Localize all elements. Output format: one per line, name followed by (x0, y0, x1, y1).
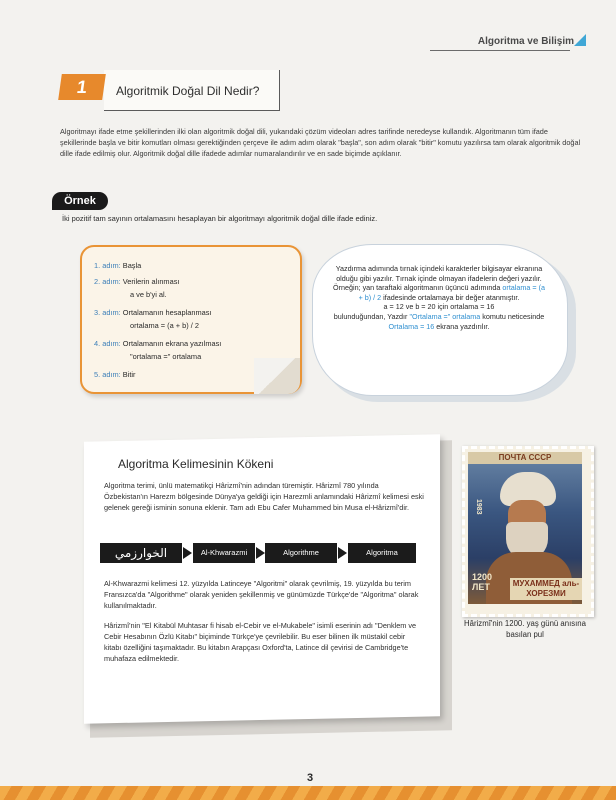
stamp-year: 1983 (475, 499, 482, 515)
step-5 (94, 370, 136, 379)
cloud-p4c: komutu neticesinde (480, 311, 545, 321)
step-3 (94, 308, 212, 330)
step-text: Ortalamanın ekrana yazılması (122, 339, 222, 348)
step-1 (94, 261, 141, 270)
cloud-p4e: ekrana yazdırılır. (434, 321, 490, 331)
step-text: Bitir (122, 370, 136, 379)
header-title: Algoritma ve Bilişim (477, 36, 574, 47)
example-label: Örnek (52, 192, 108, 210)
step-4 (94, 339, 221, 361)
cloud-p2c: ifadesinde ortalamaya bir değer atanmıştır. (381, 292, 520, 302)
triangle-icon (574, 34, 586, 46)
stamp-header: ПОЧТА СССР (468, 452, 582, 464)
stamp-name: МУХАММЕД аль-ХОРЕЗМИ (510, 578, 582, 600)
page-header (0, 24, 616, 54)
page-curl-decoration (254, 358, 300, 394)
cloud-p3: a = 12 ve b = 20 için ortalama = 16 (383, 302, 495, 312)
arrow-right-icon (256, 547, 265, 559)
footer-stripes (0, 786, 616, 800)
chain-algorithme: Algorithme (265, 543, 337, 563)
cloud-print-command: "Ortalama =" ortalama (409, 311, 481, 321)
intro-paragraph: Algoritmayı ifade etme şekillerinden ilki olan algoritmik doğal dili, yukarıdaki çözüm videoları adres tarifinde neredeyse kullandık. Algoritmanın tüm ifade şekillerinde başla ve bitir komutları olması gerektiğinden çerçeve ile adım adım olarak "başla", son adım olarak "bitir" komutu yazılırsa tam olarak algoritmik doğal dille ifade edilmiş olur. Algoritmik doğal dille ifadede adımlar numaralandırılır ve en sade biçimde açıklanır. (60, 127, 581, 158)
step-continuation: "ortalama =" ortalama (130, 352, 202, 361)
section-number-badge: 1 (58, 74, 106, 100)
cloud-p4a: bulunduğundan, Yazdır (333, 311, 410, 321)
cloud-formula: ortalama = (a + b) / 2 (358, 283, 545, 302)
step-continuation: ortalama = (a + b) / 2 (130, 321, 200, 330)
arrow-right-icon (183, 547, 192, 559)
cloud-output: Ortalama = 16 (388, 321, 435, 331)
chain-arabic: الخوارزمي (100, 543, 182, 563)
step-text: Başla (122, 261, 142, 270)
stamp-caption: Hârizmî'nin 1200. yaş günü anısına basılan pul (464, 619, 586, 639)
step-number: 5. adım: (94, 370, 121, 379)
arrow-right-icon (338, 547, 347, 559)
step-number: 2. adım: (94, 277, 121, 286)
origin-paragraph-2: Al-Khwarazmi kelimesi 12. yüzyılda Latinceye "Algoritmi" olarak çevrilmiş, 19. yüzyılda bu terim Fransızca'da "Algorithme" olarak yeniden şekillenmiş ve günümüzde Türkçe'de "Algoritma" olarak kullanılmaktadır. (104, 579, 419, 610)
page-number: 3 (306, 772, 314, 784)
chain-al-khwarazmi: Al-Khwarazmi (193, 543, 255, 563)
cloud-text (332, 264, 546, 331)
origin-paragraph-3: Hârizmî'nin "El Kitabül Muhtasar fi hisab el-Cebir ve el-Mukabele" isimli eserinin adı "Denklem ve Cebir Hesabının Özlü Kitabı" biçiminde Türkçe'ye çevrilebilir. Bu eser bilinen ilk müstakil cebir kitabı özelliğini taşımaktadır. Bu kitabın Arapçası Oxford'ta, Latince dil çevirisi de Cambridge'te muhafaza edilmektedir. (104, 621, 417, 663)
chain-algoritma: Algoritma (348, 543, 416, 563)
cloud-p1: Yazdırma adımında tırnak içindeki karakterler bilgisayar ekranına olduğu gibi yazılır. Tırnak içinde olmayan ifadelerin değeri yazılır. (335, 264, 543, 283)
stamp-value: 1200 ЛЕТ (472, 572, 493, 592)
origin-paragraph-1: Algoritma terimi, ünlü matematikçi Hârizmî'nin adından türemiştir. Hârizmî 780 yılında Özbekistan'ın Harezm bölgesinde Dünya'ya geldiği için Harezmli anlamındaki Hârizmî kelimesi eski gelenek gereği isminin sonuna eklenir. Tam adı Ebu Cafer Muhammed bin Musa el-Hârizmî'dir. (104, 481, 424, 512)
step-number: 3. adım: (94, 308, 121, 317)
cloud-p2a: Örneğin; yan taraftaki algoritmanın üçüncü adımında (333, 283, 503, 293)
step-text: Ortalamanın hesaplanması (122, 308, 212, 317)
origin-title: Algoritma Kelimesinin Kökeni (118, 457, 274, 471)
section-title: Algoritmik Doğal Dil Nedir? (116, 84, 260, 98)
example-question: İki pozitif tam sayının ortalamasını hesaplayan bir algoritmayı algoritmik doğal dille ifade ediniz. (62, 214, 378, 223)
step-continuation: a ve b'yi al. (130, 290, 167, 299)
step-text: Verilerin alınması (122, 277, 180, 286)
step-number: 4. adım: (94, 339, 121, 348)
step-2 (94, 277, 179, 299)
header-rule (430, 50, 570, 51)
step-number: 1. adım: (94, 261, 121, 270)
